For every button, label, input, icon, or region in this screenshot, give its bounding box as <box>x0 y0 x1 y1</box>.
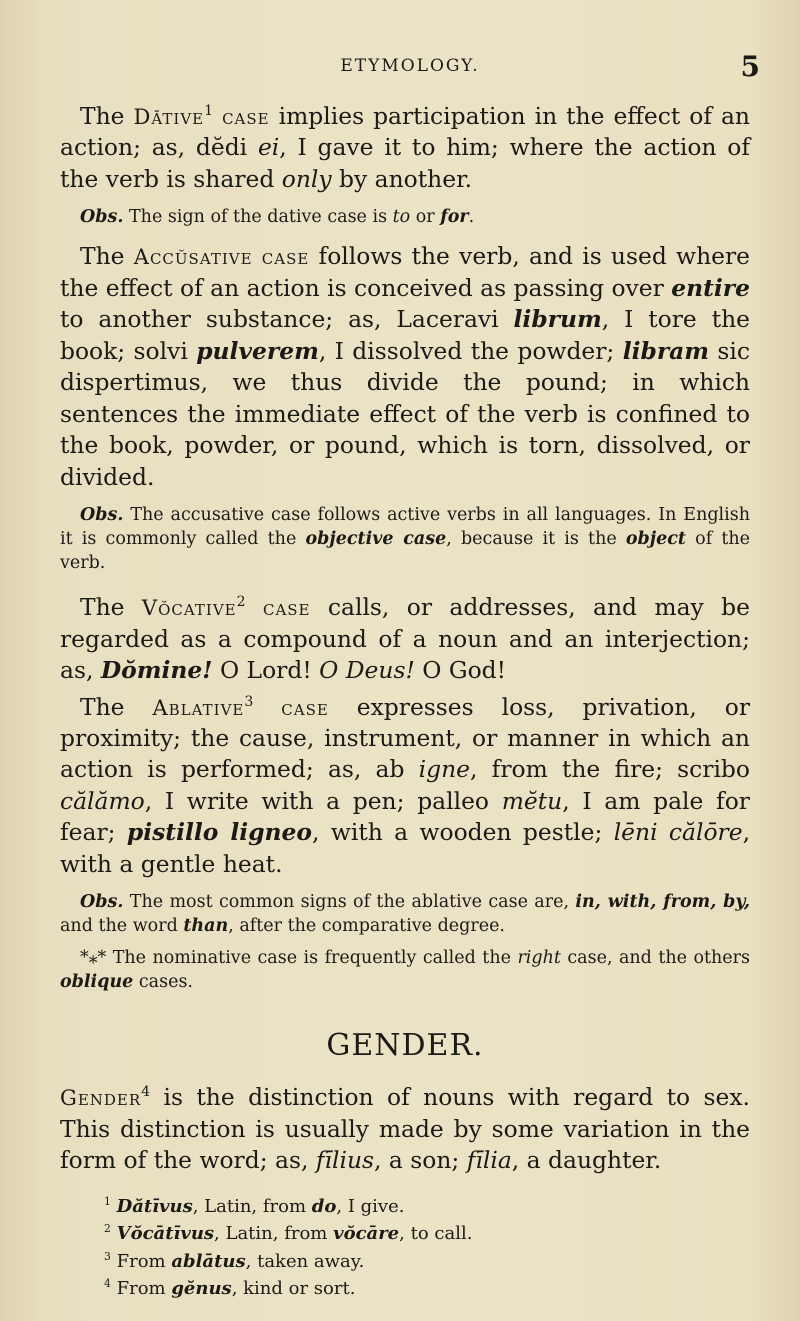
latin-example: ei <box>257 133 280 162</box>
gender-term: Gender <box>60 1085 142 1111</box>
text-run: , a daughter. <box>511 1146 662 1175</box>
latin-example: pulverem <box>196 336 319 365</box>
latin-example: libram <box>622 336 710 365</box>
text-run: expresses loss, privation, or proximity; the cause, instrument, or manner in which an action is performed; as, ab <box>60 692 750 784</box>
text-run: From <box>116 1250 172 1272</box>
dative-term: Dātive <box>133 103 205 129</box>
text-run: sic dispertimus, we thus divide the pound; in which sentences the immediate effect of the verb is confined to the book, powder, or pound, which is torn, dissolved, or divided. <box>60 336 750 491</box>
footnote-word: do <box>311 1195 337 1217</box>
vocative-term: Vŏcative <box>141 595 237 621</box>
latin-example: Dŏmine! <box>100 656 213 685</box>
page-header <box>60 52 760 82</box>
footnote-term: Vŏcātīvus <box>116 1223 215 1245</box>
latin-example: O Deus! <box>319 656 415 685</box>
ablative-paragraph: The Ablative$^3$ case expresses loss, privation, or proximity; the cause, instrument, or manner in which an action is performed; as, ab igne, from the fire; scribo călămo, I write with a pen; palleo mĕtu, I am pale for fear; pistillo ligneo, with a wooden pestle; lēni călōre, with a gentle heat. <box>60 692 751 878</box>
text-run: is the distinction of nouns with regard to sex. This distinction is usually made by some variation in the form of the word; as, <box>60 1083 750 1175</box>
latin-example: fīlius <box>315 1146 375 1175</box>
text-run: , with a wooden pestle; <box>312 818 614 847</box>
text-run: The most common signs of the ablative case are, <box>123 892 576 913</box>
footnote-ref-3: 3 <box>244 693 254 710</box>
page-body <box>60 96 750 1301</box>
text-run: , taken away. <box>245 1250 365 1272</box>
text-run: O God! <box>414 656 507 685</box>
footnote-number: 4 <box>104 1277 111 1291</box>
text-run: , I dissolved the powder; <box>318 336 623 365</box>
footnote-ref-4: 4 <box>141 1084 151 1101</box>
text-run: to another substance; as, Laceravi <box>60 305 514 334</box>
footnote-term: gĕnus <box>171 1278 232 1300</box>
emphasis: in, with, from, by, <box>575 892 750 913</box>
dative-paragraph: The Dātive$^1$ case implies participation in the effect of an action; as, dĕdi ei, I gave it to him; where the action of the verb is shared only by another. <box>60 101 750 193</box>
latin-example: lēni călōre <box>613 818 743 847</box>
footnote-term: ablātus <box>171 1250 246 1272</box>
footnote <box>104 1246 750 1274</box>
text-run: , I give. <box>336 1195 405 1217</box>
text-run: , to call. <box>399 1223 473 1245</box>
text-run: , Latin, from <box>214 1223 334 1245</box>
emphasis: objective case <box>305 529 447 550</box>
gender-paragraph <box>60 1077 750 1176</box>
page-number: 5 <box>740 50 760 83</box>
emphasis: only <box>281 164 332 193</box>
accusative-paragraph: The Accŭsative case follows the verb, and is used where the effect of an action is conceived as passing over entire to another substance; as, Laceravi librum, I tore the book; solvi pulverem, I dissolved the powder; libram sic dispertimus, we thus divide the pound; in which sentences the immediate effect of the verb is confined to the book, powder, or pound, which is torn, dissolved, or divided. <box>60 242 750 491</box>
text-run: The accusative case follows active verbs in all languages. In English it is commonly called the <box>60 505 750 550</box>
case-word: case <box>261 244 310 270</box>
text-run: O Lord! <box>212 656 320 685</box>
footnote-ref-2: 2 <box>236 594 246 611</box>
text-run: , I gave it to him; where the action of the verb is shared <box>60 133 750 193</box>
footnote-word: vŏcāre <box>333 1223 400 1245</box>
text-run: , a son; <box>374 1146 467 1175</box>
obs-label: Obs. <box>80 207 124 228</box>
obs-accusative <box>60 503 750 575</box>
vocative-paragraph: The Vŏcative$^2$ case calls, or addresses, and may be regarded as a compound of a noun and an interjection; as, Dŏmine! O Lord! O Deus! O God! <box>60 593 750 685</box>
obs-label: Obs. <box>80 505 124 526</box>
text-run: and the word <box>60 916 184 937</box>
footnote <box>104 1191 750 1219</box>
text-run: , I write with a pen; palleo <box>144 786 502 815</box>
latin-example: călămo <box>60 786 145 815</box>
text-run: cases. <box>133 972 193 993</box>
emphasis: object <box>625 529 686 550</box>
obs-label: Obs. <box>80 892 124 913</box>
footnote <box>104 1218 750 1246</box>
ablative-term: Ablative <box>152 694 245 720</box>
latin-example: igne <box>418 755 471 784</box>
text-run: , kind or sort. <box>231 1278 356 1300</box>
text-run: by another. <box>331 164 473 193</box>
text-run: From <box>116 1278 172 1300</box>
latin-example: pistillo ligneo <box>126 818 313 847</box>
text-run: implies participation in the effect of an action; as, dĕdi <box>60 101 750 162</box>
footnote-number: 1 <box>104 1194 111 1208</box>
case-word: case <box>222 103 270 129</box>
obs-dative <box>60 205 750 229</box>
text-run: The sign of the dative case is <box>123 207 393 228</box>
accusative-term: Accŭsative <box>133 244 253 270</box>
emphasis: entire <box>671 273 750 302</box>
text-run: , from the fire; scribo <box>470 755 750 784</box>
latin-example: librum <box>513 305 602 334</box>
case-word: case <box>281 694 329 720</box>
text-run: , with a gentle heat. <box>60 818 751 878</box>
text-run: follows the verb, and is used where the effect of an action is conceived as passing over <box>60 242 750 302</box>
latin-example: mĕtu <box>501 786 563 815</box>
footnote-term: Dătīvus <box>116 1195 193 1217</box>
running-head: ETYMOLOGY. <box>340 56 480 76</box>
footnote-ref-1: 1 <box>204 103 214 119</box>
text-run: calls, or addresses, and may be regarded as a compound of a noun and an interjection; as, <box>60 593 750 685</box>
text-run: , after the comparative degree. <box>228 916 505 937</box>
text-run: , I am pale for fear; <box>60 786 750 847</box>
obs-ablative <box>60 890 750 938</box>
gender-heading: GENDER. <box>326 1028 484 1064</box>
text-run: of the verb. <box>60 529 750 574</box>
text-run: case, and the others <box>560 948 750 969</box>
emphasis: than <box>183 916 229 937</box>
text-run: or <box>410 207 441 228</box>
footnote-number: 3 <box>104 1249 111 1263</box>
footnote-number: 2 <box>104 1222 111 1236</box>
text-run: , I tore the book; solvi <box>60 305 750 365</box>
footnotes <box>104 1191 750 1301</box>
emphasis: for <box>440 207 469 228</box>
case-word: case <box>262 595 311 621</box>
latin-example: fīlia <box>466 1146 512 1175</box>
text-run: , because it is the <box>446 529 626 550</box>
emphasis: oblique <box>60 972 134 993</box>
text-run: The nominative case is frequently called the <box>106 948 518 969</box>
footnote <box>104 1273 750 1301</box>
asterism: *⁎* <box>80 948 107 969</box>
emphasis: to <box>392 207 411 228</box>
text-run: . <box>468 207 475 228</box>
nominative-note <box>60 946 750 994</box>
text-run: , Latin, from <box>192 1195 312 1217</box>
emphasis: right <box>517 948 561 969</box>
